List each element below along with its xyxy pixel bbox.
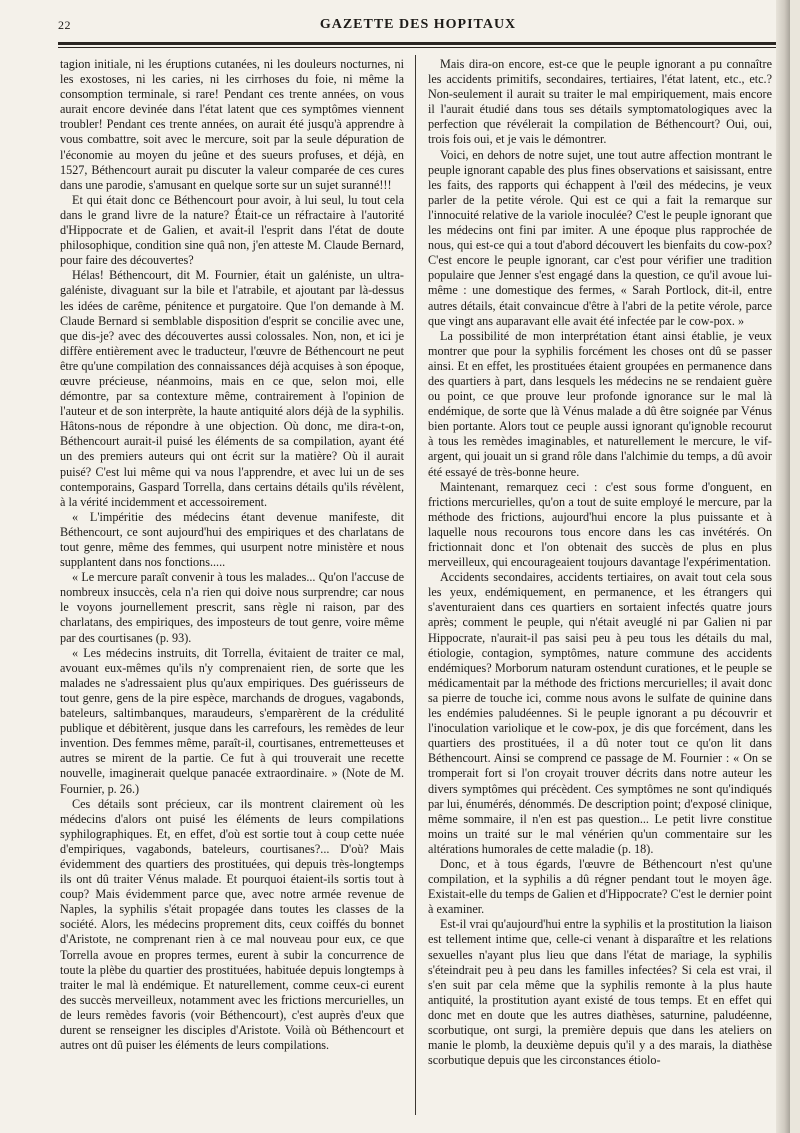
page-header (58, 15, 778, 37)
paragraph: « Les médecins instruits, dit Torrella, évitaient de traiter ce mal, avouant eux-mêmes qu'ils n'y comprenaient rien, de sorte que les malades ne s'adressaient plus qu'aux empiriques. Des guérisseurs de tout genre, gens de la pire espèce, marchands de drogues, vagabonds, bateleurs, saltimbanques, maraudeurs, s'emparèrent de la crédulité publique et débitèrent, jusque dans les carrefours, les remèdes de leur invention. Des femmes même, paraît-il, courtisanes, entremetteuses et autres se mirent de la partie. Ce fut à qui trouverait une recette nouvelle, imaginerait quelque panacée extraordinaire. » (Note de M. Fournier, p. 26.) (60, 645, 404, 796)
paragraph: Accidents secondaires, accidents tertiaires, on avait tout cela sous les yeux, endémiquement, en permanence, et les étrangers qui s'aventuraient dans ces quartiers en sortaient infectés quatre jours après; comment le peuple, qui n'était aveuglé ni par Galien ni par Hippocrate, n'aurait-il pas saisi peu à peu tous les détails du mal, étiologie, contagion, symptômes, nature commune des accidents endémiques? Morborum naturam ostendunt curationes, et le peuple se médicamentait par la méthode des frictions mercurielles; il avait donc sa pierre de touche ici, comme nous avons le sulfate de quinine dans les endémies paludéennes. Si le peuple ignorant a pu découvrir et l'inoculation variolique et le cow-pox, je dis que forcément, dans les quartiers des prostituées, il a dû noter tout ce qu'on lit dans Béthencourt. Ainsi se comprend ce passage de M. Fournier : « On se tromperait fort si l'on croyait trouver décrits dans notre auteur les divers symptômes qui précèdent. Ces symptômes ne sont qu'indiqués par lui, énumérés, dénommés. De description point; d'exposé clinique, même sommaire, il n'en est pas question... Le petit livre constitue moins un traité sur le mal vénérien qu'un commentaire sur les altérations humorales de cette maladie (p. 18). (428, 570, 772, 856)
header-rule-thick (58, 42, 780, 45)
paragraph: La possibilité de mon interprétation étant ainsi établie, je veux montrer que pour la syphilis forcément les choses ont dû se passer ainsi. Et en effet, les prostituées étaient groupées en permanence dans des quartiers à part, dans lesquels les médecins ne se rendaient guère ou point, ce que prouve leur profonde ignorance sur le mal là endémique, de sorte que là Vénus malade a dû être soignée par Vénus bien portante. Alors tout ce peuple aussi ignorant qu'ignoble recourut à tous les remèdes imaginables, et naturellement le mercure, le vif-argent, qui jouait un si grand rôle dans l'alchimie du temps, a dû avoir été essayé de très-bonne heure. (428, 328, 772, 479)
left-column (60, 57, 404, 1117)
paragraph: Et qui était donc ce Béthencourt pour avoir, à lui seul, lu tout cela dans le grand livre de la nature? Était-ce un réfractaire à l'autorité d'Hippocrate et de Galien, et avait-il l'esprit dans l'état de doute philosophique, condition sine quâ non, j'en atteste M. Claude Bernard, pour faire des découvertes? (60, 192, 404, 268)
column-divider (415, 55, 416, 1115)
paragraph: Donc, et à tous égards, l'œuvre de Béthencourt n'est qu'une compilation, et la syphilis a dû régner pendant tout le moyen âge. Existait-elle du temps de Galien et d'Hippocrate? C'est le dernier point à examiner. (428, 856, 772, 917)
paragraph: Hélas! Béthencourt, dit M. Fournier, était un galéniste, un ultra-galéniste, divaguant sur la bile et l'atrabile, et ajoutant par là-dessus les idées de carême, pénitence et purgatoire. Que l'on demande à M. Claude Bernard si semblable disposition d'esprit se concilie avec une, que dis-je? avec des découvertes aussi colossales. Non, non, et ici je diffère entièrement avec le traducteur, l'œuvre de Béthencourt ne peut être qu'une compilation des connaissances déjà acquises à son époque, œuvre précieuse, néanmoins, mais en ce que, selon moi, elle démontre, par sa contexture même, contrairement à l'opinion de l'auteur et de son interprète, la haute antiquité alors déjà de la syphilis. Hâtons-nous de répondre à une objection. Où donc, me dira-t-on, Béthencourt aurait-il puisé les éléments de sa compilation, ayant été un des premiers auteurs qui ont écrit sur la matière? Où il aurait puisé? C'est lui même qui va nous l'apprendre, et avec lui un de ses contemporains, Gaspard Torrella, dans certains détails qu'ils révèlent, à la vérité incidemment et accessoirement. (60, 268, 404, 509)
paragraph: tagion initiale, ni les éruptions cutanées, ni les douleurs nocturnes, ni les exostoses, ni les caries, ni les cirrhoses du foie, ni même la consomption terminale, si rare! Pendant ces trente années, on vous aurait encore devinée dans l'état latent que ces symptômes viennent troubler! Pendant ces trente années, on aurait été jusqu'à apprendre à vous combattre, soit avec le mercure, soit par la seule dépuration de l'économie au moyen du jeûne et des sueurs profuses, et déjà, en 1527, Béthencourt aurait pu discuter la valeur comparée de ces cures dans une parodie, s'amusant en quelque sorte sur un sujet suranné!!! (60, 57, 404, 192)
page-edge (776, 0, 790, 1133)
paragraph: Maintenant, remarquez ceci : c'est sous forme d'onguent, en frictions mercurielles, qu'on a tout de suite employé le mercure, par la méthode des frictions, aujourd'hui encore la plus puissante et à laquelle nous recourons tous encore dans les cas invétérés. On frictionnait donc et l'on obtenait des succès de plus en plus merveilleux, qui encourageaient toujours davantage l'expérimentation. (428, 479, 772, 570)
page-number: 22 (58, 18, 71, 32)
paragraph: Mais dira-on encore, est-ce que le peuple ignorant a pu connaître les accidents primitifs, secondaires, tertiaires, l'état latent, etc., etc.? Non-seulement il aurait su traiter le mal empiriquement, mais encore il l'aurait étudié dans tous ses détails symptomatologiques avec la perfection que révélerait la compilation de Béthencourt? Oui, oui, trois fois oui, et je vais le démontrer. (428, 57, 772, 147)
paragraph: Ces détails sont précieux, car ils montrent clairement où les médecins d'alors ont puisé les éléments de leurs compilations syphilographiques. Et, en effet, d'où est sortie tout à coup cette nuée d'empiriques, vagabonds, bateleurs, courtisanes?... D'où? Mais évidemment des quartiers des prostituées, qui depuis très-longtemps ils ont dû traiter Vénus malade. Et pourquoi étaient-ils sortis tout à coup? Mais évidemment parce que, avec notre armée revenue de Naples, la syphilis s'était propagée dans toutes les classes de la société. Alors, les médecins proprement dits, ceux coiffés du bonnet d'Aristote, ne comprenant rien à ce mal nouveau pour eux, ce que Torrella avoue en propres termes, eurent à subir la concurrence de toute la plèbe du quartier des prostituées, habituée depuis longtemps à traiter le mal là endémique. Et naturellement, comme ceux-ci eurent des succès merveilleux, notamment avec les frictions mercurielles, un de leurs remèdes favoris (voir Béthencourt), c'est auprès d'eux que durent se renseigner les disciples d'Aristote. Voilà où Béthencourt et autres ont dû puiser les éléments de leurs compilations. (60, 796, 404, 1053)
right-column (428, 57, 772, 1117)
paragraph: « Le mercure paraît convenir à tous les malades... Qu'on l'accuse de nombreux insuccès, cela n'a rien qui doive nous surprendre; car nous le voyons journellement prescrit, sans règle ni raison, par des charlatans, des empiriques, des imposteurs de tout genre, voire même par des courtisanes (p. 93). (60, 570, 404, 645)
journal-title: GAZETTE DES HOPITAUX (319, 17, 517, 32)
header-rule-thin (58, 47, 780, 48)
paragraph: Voici, en dehors de notre sujet, une tout autre affection montrant le peuple ignorant capable des plus fines observations et saisissant, entre les faits, des rapports qui échappent à l'œil des médecins, je veux parler de la petite vérole. Qui est ce qui a fait la remarque sur l'innocuité relative de la variole inoculée? C'est le peuple ignorant que les médecins ont fini par imiter. A une époque plus rapprochée de nous, qui est-ce qui a tout d'abord découvert les bienfaits du cow-pox? C'est encore le peuple ignorant, car c'est pour vérifier une tradition populaire que Jenner s'est engagé dans la question, ce qu'il avoue lui-même : une domestique des fermes, « Sarah Portlock, dit-il, entre autres détails, était convaincue d'être à l'abri de la petite vérole, parce que vingt ans auparavant elle avait été infectée par le cow-pox. » (428, 147, 772, 328)
paragraph: « L'impéritie des médecins étant devenue manifeste, dit Béthencourt, ce sont aujourd'hui des empiriques et des charlatans de tout genre, même des femmes, qui usurpent notre ministère et nous supplantent dans nos fonctions..... (60, 509, 404, 570)
paragraph: Est-il vrai qu'aujourd'hui entre la syphilis et la prostitution la liaison est tellement intime que, celle-ci venant à disparaître et les relations sexuelles n'ayant plus lieu que dans l'état de mariage, la syphilis s'éteindrait peu à peu dans les familles infectées? Si cela est vrai, il s'en suit par cela même que la syphilis remonte à la plus haute antiquité, la prostitution ayant existé de tous temps. Et en effet qui donc met en doute que les autres diathèses, saturnine, paludéenne, scorbutique, ont surgi, la première depuis que dans les ateliers on manie le plomb, la deuxième depuis qu'il y a des marais, la diathèse scorbutique depuis que les circonstances étiolo- (428, 917, 772, 1068)
